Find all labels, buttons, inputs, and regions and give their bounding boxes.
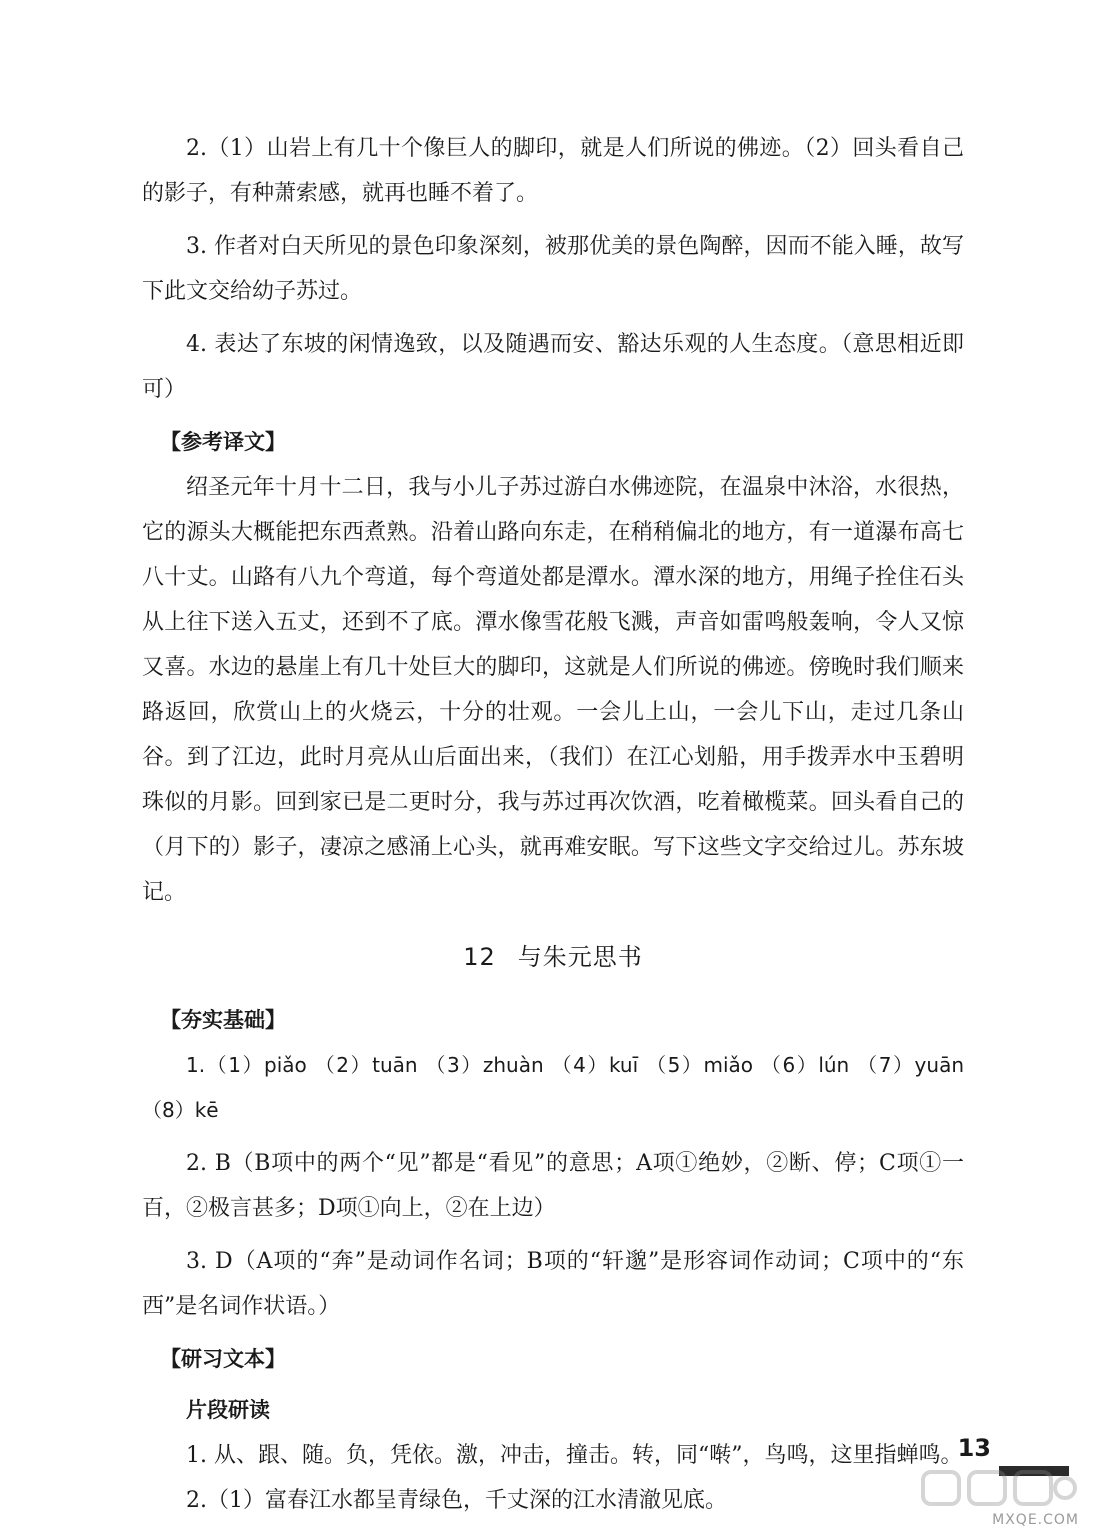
- answer-2: 2.（1）山岩上有几十个像巨人的脚印，就是人们所说的佛迹。（2）回头看自己的影子，有种萧索感，就再也睡不着了。: [142, 136, 964, 206]
- page-number: 13: [957, 1434, 991, 1462]
- translation-text: 绍圣元年十月十二日，我与小儿子苏过游白水佛迹院，在温泉中沐浴，水很热，它的源头大概能把东西煮熟。沿着山路向东走，在稍稍偏北的地方，有一道瀑布高七八十丈。山路有八九个弯道，每个弯道处都是潭水。潭水深的地方，用绳子拴住石头从上往下送入五丈，还到不了底。潭水像雪花般飞溅，声音如雷鸣般轰响，令人又惊又喜。水边的悬崖上有几十处巨大的脚印，这就是人们所说的佛迹。傍晚时我们顺来路返回，欣赏山上的火烧云，十分的壮观。一会儿上山，一会儿下山，走过几条山谷。到了江边，此时月亮从山后面出来，（我们）在江心划船，用手拨弄水中玉碧明珠似的月影。回到家已是二更时分，我与苏过再次饮酒，吃着橄榄菜。回头看自己的（月下的）影子，凄凉之感涌上心头，就再难安眠。写下这些文字交给过儿。苏东坡记。: [142, 475, 964, 905]
- study-heading: 【研习文本】: [160, 1347, 286, 1371]
- lesson-title: [142, 935, 964, 980]
- translation-heading: 【参考译文】: [160, 430, 286, 454]
- lesson-name: 与朱元思书: [517, 943, 643, 971]
- excerpt-answer-2: 2.（1）富春江水都呈青绿色，千丈深的江水清澈见底。: [186, 1488, 727, 1513]
- answer-3: 3. 作者对白天所见的景色印象深刻，被那优美的景色陶醉，因而不能入睡，故写下此文交给幼子苏过。: [142, 234, 964, 304]
- page-content: [142, 126, 964, 1523]
- watermark: [919, 1468, 1079, 1528]
- lesson-number: 12: [463, 943, 496, 971]
- basics-heading: 【夯实基础】: [160, 1008, 286, 1032]
- watermark-logo-icon: [919, 1468, 1079, 1508]
- basics-answer-3: 3. D（A项的“奔”是动词作名词；B项的“轩邈”是形容词作动词；C项中的“东西”是名词作状语。）: [142, 1249, 964, 1319]
- excerpt-answer-1: 1. 从、跟、随。负，凭依。激，冲击，撞击。转，同“啭”，鸟鸣，这里指蝉鸣。: [186, 1443, 963, 1468]
- watermark-site: MXQE.COM: [992, 1512, 1079, 1528]
- excerpt-heading: 片段研读: [186, 1398, 270, 1422]
- basics-answer-1: 1.（1）piǎo （2）tuān （3）zhuàn （4）kuī （5）miǎo （6）lún （7）yuān （8）kē: [142, 1053, 964, 1122]
- answer-4: 4. 表达了东坡的闲情逸致，以及随遇而安、豁达乐观的人生态度。（意思相近即可）: [142, 332, 964, 402]
- basics-answer-2: 2. B（B项中的两个“见”都是“看见”的意思；A项①绝妙，②断、停；C项①一百，②极言甚多；D项①向上，②在上边）: [142, 1151, 964, 1221]
